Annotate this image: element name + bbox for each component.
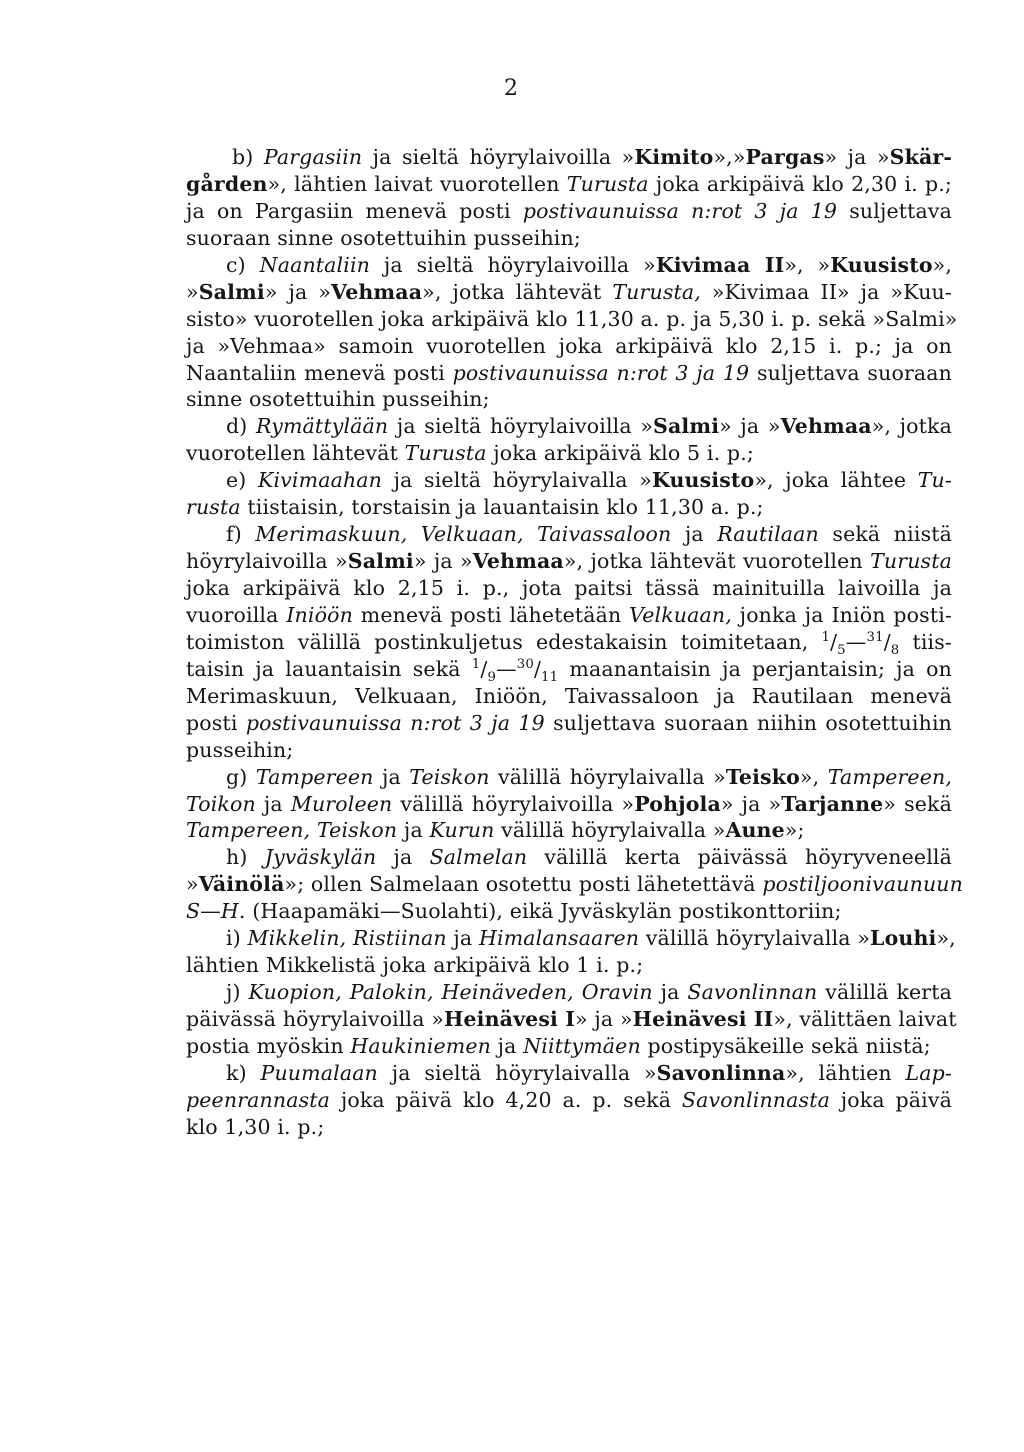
text-run: ja »Vehmaa» samoin vuorotellen joka arkipäivä klo 2,15 i. p.; ja on xyxy=(186,333,952,358)
text-line xyxy=(186,386,952,413)
italic-text: Kivimaahan xyxy=(258,468,383,493)
ship-name: Heinävesi II xyxy=(632,1007,774,1031)
text-line xyxy=(186,333,952,360)
ship-name: Salmi xyxy=(347,549,414,574)
text-run: », jotka lähtevät xyxy=(422,279,613,304)
text-run: maanantaisin ja perjantaisin; ja on xyxy=(558,656,952,681)
text-run: pusseihin; xyxy=(186,737,294,762)
text-line xyxy=(186,683,952,710)
text-run: suljettava suoraan niihin osotettuihin xyxy=(544,710,952,735)
text-run: suljettava suoraan xyxy=(749,360,952,385)
text-line xyxy=(186,198,952,225)
ship-name: Pargas xyxy=(745,145,825,169)
text-run: klo 1,30 i. p.; xyxy=(186,1114,325,1139)
text-run: », xyxy=(932,252,952,277)
text-run: vuoroilla xyxy=(186,602,287,627)
italic-text: Turusta xyxy=(870,549,952,574)
italic-text: Naantaliin xyxy=(259,252,371,277)
text-line xyxy=(186,306,958,333)
text-run: joka päivä xyxy=(829,1087,952,1112)
text-run: ja sieltä höyrylaivoilla » xyxy=(362,145,635,169)
italic-text: Tampereen, Teiskon xyxy=(186,818,398,843)
text-run: joka arkipäivä klo 2,30 i. p.; xyxy=(648,171,952,196)
text-line xyxy=(186,791,952,818)
text-run: ja xyxy=(652,980,688,1005)
text-line xyxy=(186,360,952,387)
text-line xyxy=(186,1033,952,1060)
italic-text: Savonlinnan xyxy=(687,980,818,1005)
italic-text: peenrannasta xyxy=(186,1087,331,1112)
text-line xyxy=(186,952,952,979)
italic-text: Mikkelin, Ristiinan xyxy=(247,926,447,951)
text-run: välillä höyrylaivalla » xyxy=(494,818,726,843)
italic-text: Kuopion, Palokin, Heinäveden, Oravin xyxy=(248,980,653,1005)
ship-name: Kuusisto xyxy=(830,252,933,277)
ship-name: Skär- xyxy=(889,145,952,169)
italic-text: postiljoonivaunuun xyxy=(762,872,964,897)
text-run: h) xyxy=(226,845,265,870)
text-run: posti xyxy=(186,710,246,735)
ship-name: Teisko xyxy=(725,764,800,789)
text-run: ja sieltä höyrylaivalla » xyxy=(377,1060,657,1085)
text-line xyxy=(186,548,952,575)
text-line xyxy=(186,225,952,252)
paragraph xyxy=(186,413,952,467)
ship-name: Vehmaa xyxy=(780,414,872,439)
text-line xyxy=(186,279,952,306)
ship-name: Vehmaa xyxy=(472,549,564,574)
ship-name: Väinölä xyxy=(198,872,285,897)
text-run: ja xyxy=(446,926,479,951)
text-run: » ja » xyxy=(720,791,782,816)
italic-text: Teiskon xyxy=(409,764,490,789)
text-run: sekä niistä xyxy=(818,522,952,547)
text-run: g) xyxy=(226,764,256,789)
ship-name: Tarjanne xyxy=(781,791,884,816)
text-run: tiis- xyxy=(899,629,953,654)
text-run: suoraan sinne osotettuihin pusseihin; xyxy=(186,225,581,250)
paragraph xyxy=(186,467,952,521)
ship-name: Kimito xyxy=(634,145,714,169)
italic-text: Rymättylään xyxy=(256,414,389,439)
page-number: 2 xyxy=(504,76,518,101)
text-run: höyrylaivoilla » xyxy=(186,549,348,574)
italic-text: Velkuaan, xyxy=(629,602,732,627)
text-run: välillä kerta xyxy=(817,980,953,1005)
italic-text: Puumalaan xyxy=(260,1060,378,1085)
paragraph xyxy=(186,979,957,1060)
text-run: välillä höyrylaivalla » xyxy=(639,926,871,951)
italic-text: S—H. xyxy=(186,899,246,924)
italic-text: Tampereen, xyxy=(827,764,953,789)
paragraph xyxy=(186,1060,952,1141)
text-line xyxy=(186,602,952,629)
ship-name: Kuusisto xyxy=(651,468,755,493)
date-range: $^1/_5—^{31}/_8$ xyxy=(821,629,900,658)
text-run: b) xyxy=(232,145,264,169)
text-run: », lähtien laivat vuorotellen xyxy=(267,171,567,196)
text-run: Merimaskuun, Velkuaan, Iniöön, Taivassaloon ja Rautilaan menevä xyxy=(186,683,952,708)
text-run: välillä kerta päivässä höyryveneellä xyxy=(527,845,952,870)
text-run: menevä posti lähetetään xyxy=(352,602,630,627)
ship-name: Kivimaa II xyxy=(655,252,785,277)
ship-name: gården xyxy=(186,171,268,196)
italic-text: Himalansaaren xyxy=(478,926,640,951)
text-run: », jotka lähtevät vuorotellen xyxy=(563,549,871,574)
italic-text: Haukiniemen xyxy=(350,1033,491,1058)
text-run: » ja » xyxy=(719,414,781,439)
text-run: Naantaliin menevä posti xyxy=(186,360,453,385)
paragraph xyxy=(186,252,958,414)
text-run: e) xyxy=(226,468,258,493)
text-run: » ja » xyxy=(413,549,473,574)
text-line xyxy=(186,925,956,952)
text-line xyxy=(186,467,952,494)
text-run: ja xyxy=(373,764,410,789)
text-run: » sekä xyxy=(883,791,952,816)
text-run: ja xyxy=(490,1033,524,1058)
text-line xyxy=(186,1060,952,1087)
text-run: ja xyxy=(397,818,430,843)
text-run: », jotka xyxy=(871,414,952,439)
ship-name: Vehmaa xyxy=(331,279,423,304)
text-run: postipysäkeille sekä niistä; xyxy=(640,1033,931,1058)
ship-name: Aune xyxy=(725,818,785,843)
text-run: sisto» vuorotellen joka arkipäivä klo 11,30 a. p. ja 5,30 i. p. sekä »Salmi» xyxy=(186,306,958,331)
date-range: $^1/_9—^{30}/_{11}$ xyxy=(471,656,559,685)
text-run: », xyxy=(936,926,956,951)
text-run: c) xyxy=(226,252,260,277)
text-run: i) xyxy=(226,926,248,951)
text-run: ja sieltä höyrylaivoilla » xyxy=(388,414,654,439)
text-run: d) xyxy=(226,414,257,439)
italic-text: Jyväskylän xyxy=(264,845,377,870)
italic-text: Savonlinnasta xyxy=(681,1087,830,1112)
document-body xyxy=(186,144,964,1141)
italic-text: postivaunuissa n:rot 3 ja 19 xyxy=(245,710,545,735)
text-line xyxy=(186,817,952,844)
text-line xyxy=(186,764,952,791)
italic-text: Kurun xyxy=(429,818,495,843)
text-run: » xyxy=(186,872,199,897)
text-run: f) xyxy=(226,522,256,547)
text-run: » ja » xyxy=(264,279,332,304)
text-line xyxy=(186,521,952,548)
text-run: lähtien Mikkelistä joka arkipäivä klo 1 i. p.; xyxy=(186,953,644,978)
text-line xyxy=(186,737,952,764)
text-run: ja xyxy=(376,845,430,870)
italic-text: Niittymäen xyxy=(523,1033,641,1058)
text-run: j) xyxy=(226,980,249,1005)
text-line xyxy=(186,629,952,656)
text-run: ja sieltä höyrylaivalla » xyxy=(382,468,652,493)
text-run: », » xyxy=(784,252,831,277)
text-run: ja sieltä höyrylaivoilla » xyxy=(370,252,656,277)
text-run: joka päivä klo 4,20 a. p. sekä xyxy=(330,1087,682,1112)
italic-text: Iniöön xyxy=(286,602,353,627)
ship-name: Louhi xyxy=(870,926,937,951)
italic-text: Lap- xyxy=(905,1060,952,1085)
ship-name: Pohjola xyxy=(634,791,721,816)
text-run: » ja » xyxy=(824,145,890,169)
text-line xyxy=(186,494,952,521)
text-line xyxy=(186,413,952,440)
text-run: postia myöskin xyxy=(186,1033,351,1058)
italic-text: Muroleen xyxy=(290,791,393,816)
text-run: joka arkipäivä klo 5 i. p.; xyxy=(486,441,754,466)
text-run: taisin ja lauantaisin sekä xyxy=(186,656,472,681)
italic-text: Tampereen xyxy=(255,764,374,789)
text-run: »,» xyxy=(713,145,746,169)
text-run: »Kivimaa II» ja »Kuu- xyxy=(700,279,952,304)
text-run: jonka ja Iniön posti- xyxy=(731,602,952,627)
text-run: »; ollen Salmelaan osotettu posti lähetettävä xyxy=(284,872,763,897)
paragraph xyxy=(186,764,952,845)
italic-text: Tu- xyxy=(917,468,952,493)
ship-name: Salmi xyxy=(653,414,720,439)
italic-text: postivaunuissa n:rot 3 ja 19 xyxy=(522,198,838,223)
text-run: », lähtien xyxy=(785,1060,906,1085)
text-run: välillä höyrylaivalla » xyxy=(489,764,726,789)
text-run: », joka lähtee xyxy=(754,468,918,493)
italic-text: Turusta xyxy=(566,171,649,196)
italic-text: Turusta, xyxy=(612,279,701,304)
text-line xyxy=(186,871,964,898)
italic-text: Toikon xyxy=(186,791,256,816)
italic-text: rusta xyxy=(186,495,241,520)
text-line xyxy=(186,1006,957,1033)
text-line xyxy=(186,656,952,683)
italic-text: postivaunuissa n:rot 3 ja 19 xyxy=(452,360,750,385)
ship-name: Heinävesi I xyxy=(443,1007,575,1031)
text-run: välillä höyrylaivoilla » xyxy=(392,791,635,816)
text-run: » xyxy=(186,279,199,304)
text-line xyxy=(186,710,952,737)
text-run: », välittäen laivat xyxy=(773,1007,957,1031)
text-run: suljettava xyxy=(837,198,953,223)
text-run: ja xyxy=(671,522,718,547)
text-line xyxy=(186,979,952,1006)
text-run: päivässä höyrylaivoilla » xyxy=(186,1007,444,1031)
italic-text: Merimaskuun, Velkuaan, Taivassaloon xyxy=(255,522,672,547)
text-run: ja on Pargasiin menevä posti xyxy=(186,198,523,223)
text-run: (Haapamäki—Suolahti), eikä Jyväskylän postikonttoriin; xyxy=(245,899,842,924)
paragraph xyxy=(186,844,964,925)
text-line xyxy=(186,144,952,171)
text-run: » ja » xyxy=(575,1007,633,1031)
text-line xyxy=(186,898,952,925)
italic-text: Salmelan xyxy=(429,845,528,870)
text-line xyxy=(186,844,952,871)
text-run: toimiston välillä postinkuljetus edestakaisin toimitetaan, xyxy=(186,629,822,654)
text-line xyxy=(186,1087,952,1114)
text-run: ja xyxy=(255,791,291,816)
text-run: joka arkipäivä klo 2,15 i. p., jota paitsi tässä mainituilla laivoilla ja xyxy=(186,576,952,600)
paragraph xyxy=(186,144,952,252)
paragraph xyxy=(186,925,956,979)
text-line xyxy=(186,440,952,467)
italic-text: Rautilaan xyxy=(717,522,819,547)
text-run: »; xyxy=(784,818,805,843)
text-line xyxy=(186,1114,952,1141)
text-line xyxy=(186,575,952,602)
text-run: k) xyxy=(226,1060,261,1085)
text-line xyxy=(186,171,952,198)
paragraph xyxy=(186,521,952,763)
ship-name: Salmi xyxy=(198,279,265,304)
text-run: tiistaisin, torstaisin ja lauantaisin klo 11,30 a. p.; xyxy=(240,495,764,520)
text-run: sinne osotettuihin pusseihin; xyxy=(186,387,490,412)
text-run: », xyxy=(799,764,828,789)
text-line xyxy=(186,252,952,279)
italic-text: Turusta xyxy=(404,441,487,466)
ship-name: Savonlinna xyxy=(656,1060,786,1085)
text-run: vuorotellen lähtevät xyxy=(186,441,405,466)
italic-text: Pargasiin xyxy=(263,145,363,169)
